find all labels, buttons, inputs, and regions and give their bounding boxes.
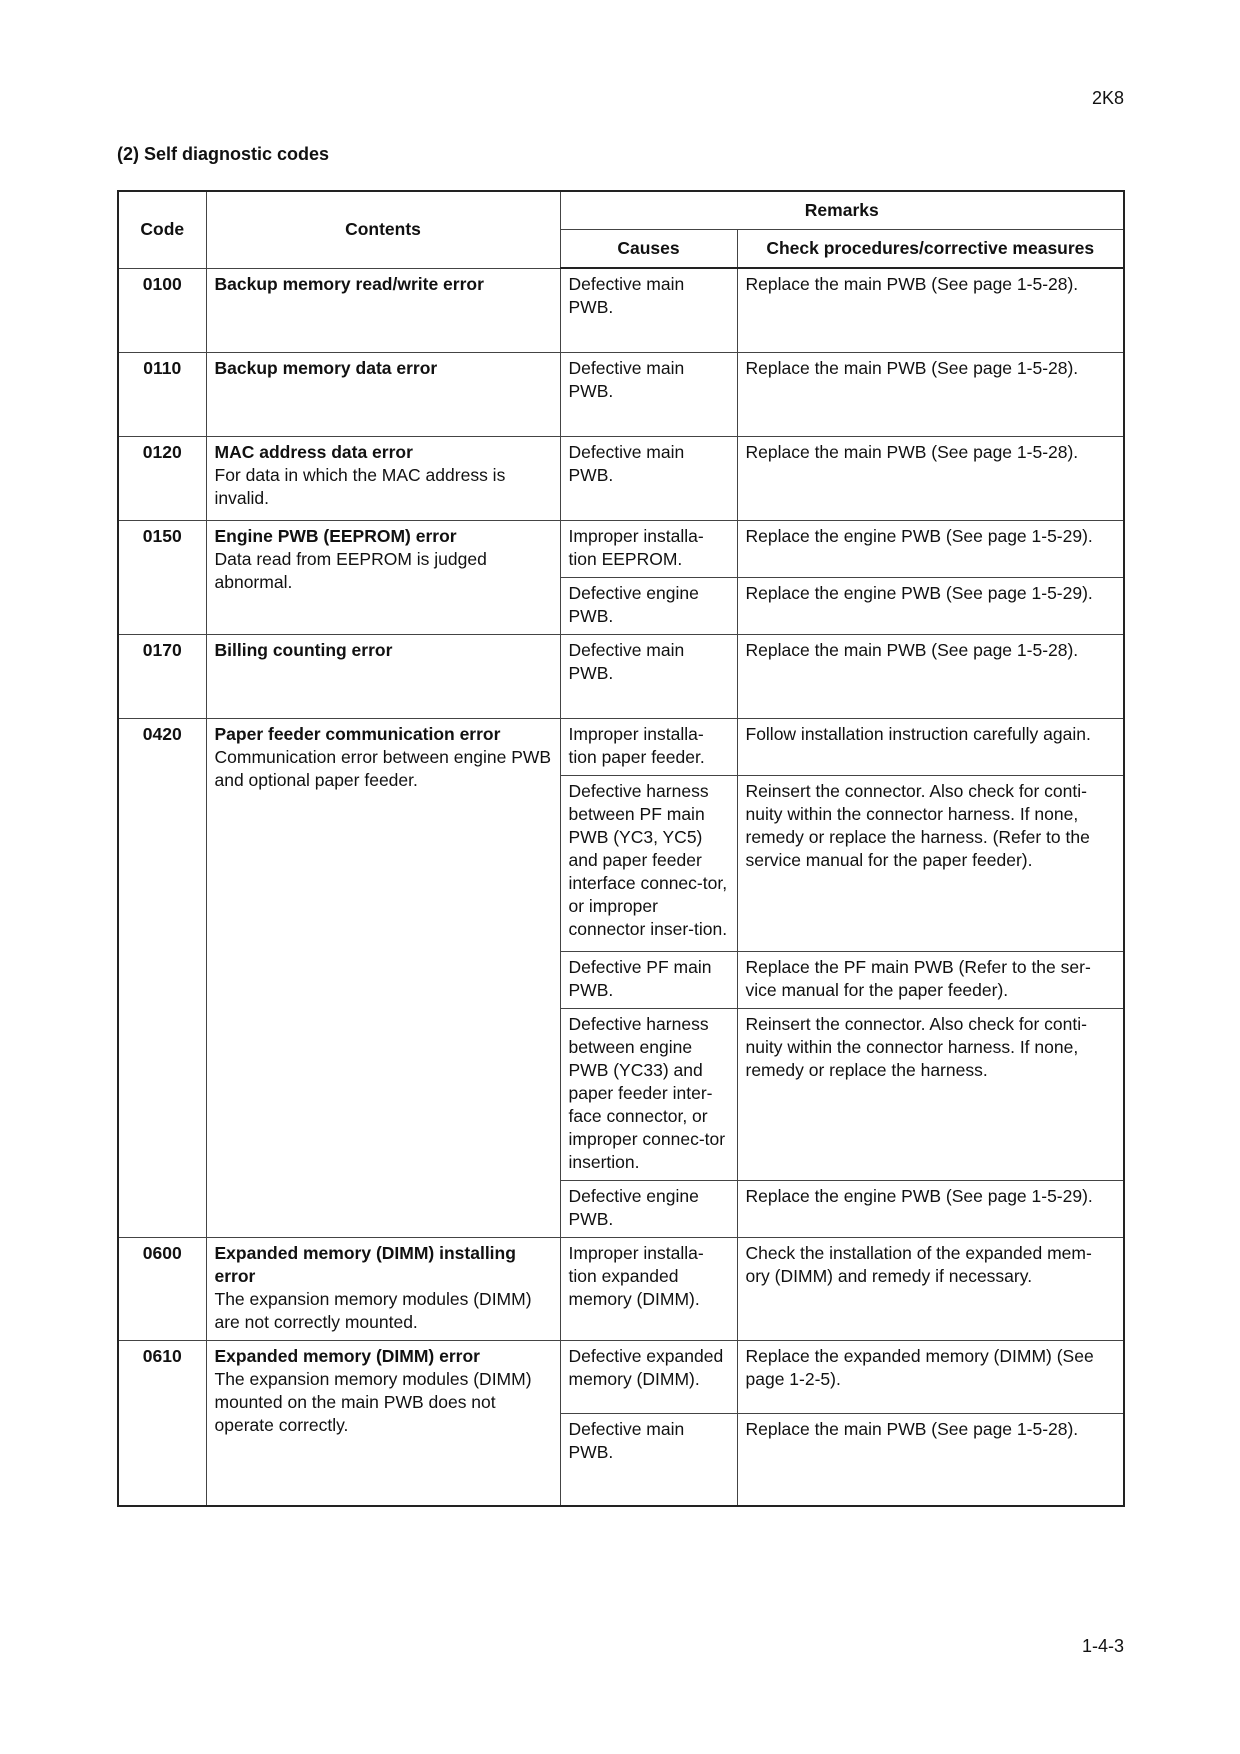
header-contents: Contents — [206, 191, 560, 268]
table-row — [118, 718, 1124, 775]
error-contents — [206, 1340, 560, 1506]
error-code: 0420 — [118, 718, 206, 1237]
table-row — [118, 1237, 1124, 1340]
measure-cell: Replace the main PWB (See page 1-5-28). — [737, 634, 1124, 718]
header-causes: Causes — [560, 230, 737, 269]
cause-cell: Defective engine PWB. — [560, 1180, 737, 1237]
error-description: Communication error between engine PWB and optional paper feeder. — [214, 746, 552, 790]
error-title: Expanded memory (DIMM) installing error — [214, 1242, 516, 1286]
cause-cell: Defective engine PWB. — [560, 577, 737, 634]
error-title: Expanded memory (DIMM) error — [214, 1345, 480, 1366]
error-contents — [206, 520, 560, 634]
cause-cell: Improper installa-tion paper feeder. — [560, 718, 737, 775]
error-description: Data read from EEPROM is judged abnormal. — [214, 548, 487, 592]
table-row — [118, 634, 1124, 718]
error-title: Billing counting error — [214, 639, 393, 660]
self-diagnostic-codes-table — [117, 190, 1125, 1507]
measure-cell: Follow installation instruction carefully again. — [737, 718, 1124, 775]
error-title: Engine PWB (EEPROM) error — [214, 525, 457, 546]
error-code: 0100 — [118, 268, 206, 352]
error-code: 0120 — [118, 436, 206, 520]
measure-cell: Replace the main PWB (See page 1-5-28). — [737, 268, 1124, 352]
cause-cell: Defective main PWB. — [560, 1413, 737, 1506]
error-code: 0150 — [118, 520, 206, 634]
measure-cell: Replace the expanded memory (DIMM) (See page 1-2-5). — [737, 1340, 1124, 1413]
error-title: MAC address data error — [214, 441, 413, 462]
error-contents — [206, 718, 560, 1237]
error-contents — [206, 268, 560, 352]
table-row — [118, 1340, 1124, 1413]
cause-cell: Defective main PWB. — [560, 634, 737, 718]
table-body — [118, 268, 1124, 1506]
error-contents — [206, 1237, 560, 1340]
measure-cell: Replace the PF main PWB (Refer to the ser-vice manual for the paper feeder). — [737, 951, 1124, 1008]
model-number: 2K8 — [1091, 88, 1124, 108]
cause-cell: Defective main PWB. — [560, 268, 737, 352]
error-contents — [206, 634, 560, 718]
error-title: Paper feeder communication error — [214, 723, 501, 744]
measure-cell: Check the installation of the expanded mem-ory (DIMM) and remedy if necessary. — [737, 1237, 1124, 1340]
table-row — [118, 520, 1124, 577]
measure-cell: Replace the main PWB (See page 1-5-28). — [737, 352, 1124, 436]
error-title: Backup memory read/write error — [214, 273, 484, 294]
error-code: 0110 — [118, 352, 206, 436]
cause-cell: Defective PF main PWB. — [560, 951, 737, 1008]
table-row — [118, 352, 1124, 436]
measure-cell: Reinsert the connector. Also check for conti-nuity within the connector harness. If none, remedy or replace the harness. (Refer to the service manual for the paper feeder). — [737, 775, 1124, 951]
cause-cell: Defective expanded memory (DIMM). — [560, 1340, 737, 1413]
error-code: 0600 — [118, 1237, 206, 1340]
page-number: 1-4-3 — [1081, 1636, 1124, 1656]
header-measures: Check procedures/corrective measures — [737, 230, 1124, 269]
cause-cell: Defective harness between PF main PWB (YC3, YC5) and paper feeder interface connec-tor, or improper connector inser-tion. — [560, 775, 737, 951]
measure-cell: Replace the engine PWB (See page 1-5-29). — [737, 1180, 1124, 1237]
section-title: (2) Self diagnostic codes — [117, 144, 330, 164]
table-row — [118, 268, 1124, 352]
cause-cell: Defective harness between engine PWB (YC33) and paper feeder inter-face connector, or improper connec-tor insertion. — [560, 1008, 737, 1180]
measure-cell: Reinsert the connector. Also check for conti-nuity within the connector harness. If none, remedy or replace the harness. — [737, 1008, 1124, 1180]
table-row — [118, 436, 1124, 520]
error-description: For data in which the MAC address is invalid. — [214, 464, 506, 508]
error-code: 0610 — [118, 1340, 206, 1506]
error-description: The expansion memory modules (DIMM) are not correctly mounted. — [214, 1288, 532, 1332]
error-contents — [206, 436, 560, 520]
cause-cell: Defective main PWB. — [560, 436, 737, 520]
error-code: 0170 — [118, 634, 206, 718]
measure-cell: Replace the main PWB (See page 1-5-28). — [737, 1413, 1124, 1506]
measure-cell: Replace the engine PWB (See page 1-5-29). — [737, 577, 1124, 634]
error-contents — [206, 352, 560, 436]
measure-cell: Replace the main PWB (See page 1-5-28). — [737, 436, 1124, 520]
header-remarks: Remarks — [560, 191, 1124, 230]
cause-cell: Defective main PWB. — [560, 352, 737, 436]
measure-cell: Replace the engine PWB (See page 1-5-29). — [737, 520, 1124, 577]
error-title: Backup memory data error — [214, 357, 438, 378]
table-header — [118, 191, 1124, 268]
error-description: The expansion memory modules (DIMM) mounted on the main PWB does not operate correctly. — [214, 1368, 532, 1435]
cause-cell: Improper installa-tion expanded memory (DIMM). — [560, 1237, 737, 1340]
header-code: Code — [118, 191, 206, 268]
cause-cell: Improper installa-tion EEPROM. — [560, 520, 737, 577]
